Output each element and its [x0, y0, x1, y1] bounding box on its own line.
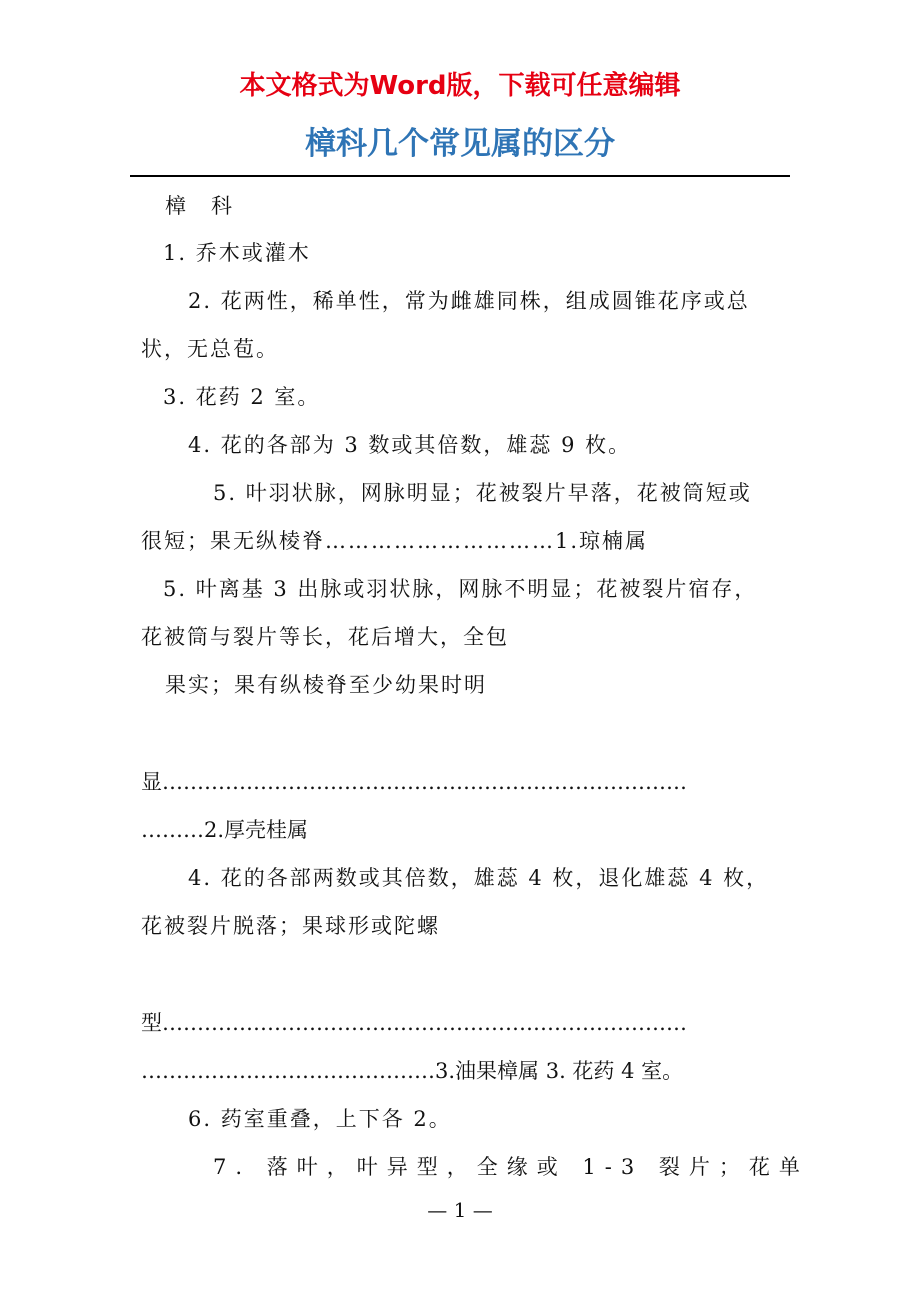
text-line-3: 3. 花药 2 室。 — [163, 385, 321, 409]
download-banner: 本文格式为Word版，下载可任意编辑 — [239, 71, 681, 101]
text-line-leader-2: 型………………………………………………………………… — [141, 1011, 687, 1035]
text-line-4b-cont: 花被裂片脱落；果球形或陀螺 — [141, 914, 440, 938]
text-line-2-cont: 状，无总苞。 — [141, 337, 279, 361]
text-line-2: 2. 花两性，稀单性，常为雌雄同株，组成圆锥花序或总 — [188, 289, 750, 313]
text-line-genus-2: ………2.厚壳桂属 — [141, 818, 309, 842]
page-number: — 1 — — [427, 1198, 493, 1222]
text-line-1: 1. 乔木或灌木 — [163, 241, 311, 265]
text-line-5b: 5. 叶离基 3 出脉或羽状脉，网脉不明显；花被裂片宿存， — [163, 577, 758, 601]
text-line-5a-cont: 很短；果无纵棱脊…………………………1.琼楠属 — [141, 529, 649, 553]
text-line-5b-cont2: 果实；果有纵棱脊至少幼果时明 — [165, 673, 487, 697]
page-title: 樟科几个常见属的区分 — [305, 126, 615, 162]
text-line-leader-1: 显………………………………………………………………… — [141, 770, 687, 794]
text-line-5b-cont: 花被筒与裂片等长，花后增大，全包 — [141, 625, 509, 649]
text-line-4: 4. 花的各部为 3 数或其倍数，雄蕊 9 枚。 — [188, 433, 632, 457]
text-line-genus-3: ……………………………………3.油果樟属 3. 花药 4 室。 — [141, 1059, 684, 1083]
text-line-5a: 5. 叶羽状脉，网脉明显；花被裂片早落，花被筒短或 — [213, 481, 752, 505]
text-line-6: 6. 药室重叠，上下各 2。 — [188, 1107, 452, 1131]
text-line-7: 7. 落叶，叶异型，全缘或 1-3 裂片；花单 — [213, 1155, 809, 1179]
text-line-family: 樟 科 — [165, 194, 234, 218]
title-divider — [130, 175, 790, 177]
text-line-4b: 4. 花的各部两数或其倍数，雄蕊 4 枚，退化雄蕊 4 枚， — [188, 866, 770, 890]
